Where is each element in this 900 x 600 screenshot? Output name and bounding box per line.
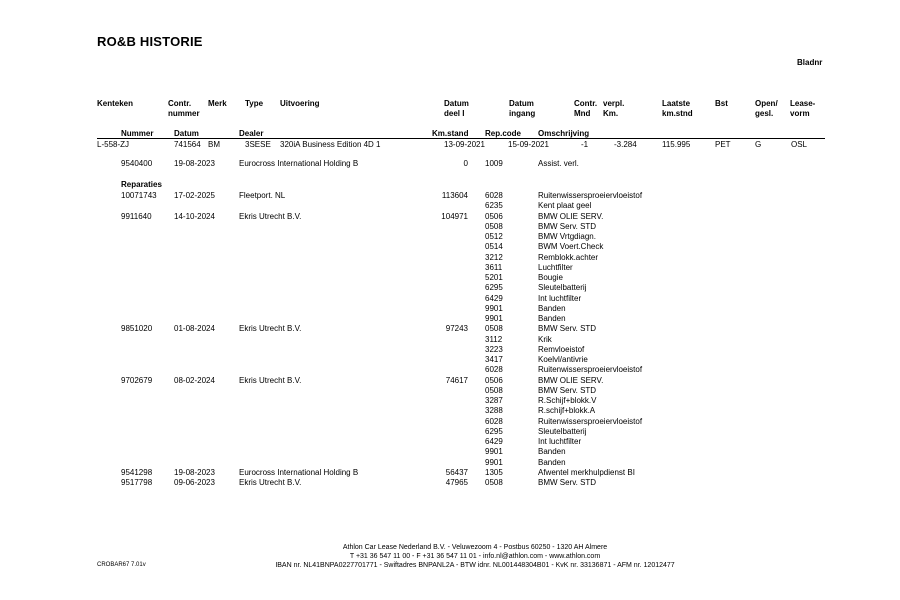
repair-desc: BMW Serv. STD — [538, 385, 597, 395]
col-omschrijving: Omschrijving — [538, 129, 590, 138]
repair-km: 56437 — [445, 467, 468, 477]
col-laatste-kmstnd-line2: km.stnd — [662, 109, 693, 118]
repair-nummer: 9702679 — [121, 375, 153, 385]
repair-code: 0506 — [485, 211, 503, 221]
vehicle-merk: BM — [208, 140, 220, 149]
vehicle-datum-deel-i: 13-09-2021 — [444, 140, 485, 149]
repair-datum: 01-08-2024 — [174, 324, 215, 334]
repair-desc: Krik — [538, 334, 552, 344]
repair-desc: Banden — [538, 303, 566, 313]
repair-code: 6235 — [485, 201, 503, 211]
vehicle-datum-ingang: 15-09-2021 — [508, 140, 549, 149]
repair-km: 104971 — [441, 211, 468, 221]
footer-contact: T +31 36 547 11 00 - F +31 36 547 11 01 - info.nl@athlon.com - www.athlon.com — [349, 553, 601, 560]
col-lease-vorm-line2: vorm — [790, 109, 810, 118]
repair-dealer: Eurocross International Holding B — [239, 467, 359, 477]
col-contr-nummer — [168, 99, 200, 119]
col-uitvoering: Uitvoering — [280, 99, 320, 108]
repair-code: 3223 — [485, 344, 503, 354]
col-contr-mnd-line2: Mnd — [574, 109, 591, 118]
assist-desc: Assist. verl. — [538, 159, 579, 168]
repair-code: 0506 — [485, 375, 503, 385]
col-contr-mnd — [574, 99, 597, 119]
col-datum-deel-i-line1: Datum — [444, 99, 469, 108]
repair-code: 6028 — [485, 416, 503, 426]
repair-code: 1305 — [485, 467, 503, 477]
repair-code: 3288 — [485, 406, 503, 416]
vehicle-kenteken: L-558-ZJ — [97, 140, 130, 149]
repair-code: 3611 — [485, 262, 503, 272]
col-open-gesl — [755, 99, 778, 119]
repair-code: 6295 — [485, 283, 503, 293]
footer-address: Athlon Car Lease Nederland B.V. - Veluwezoom 4 - Postbus 60250 - 1320 AH Almere — [342, 544, 608, 551]
repair-code: 9901 — [485, 447, 503, 457]
repair-code: 0514 — [485, 242, 503, 252]
repair-nummer: 9541298 — [121, 467, 153, 477]
repair-desc: Int luchtfilter — [538, 437, 582, 446]
repair-km: 74617 — [445, 375, 468, 385]
repair-desc: BMW OLIE SERV. — [538, 211, 604, 221]
col-datum-deel-i — [444, 99, 469, 119]
repair-desc: BMW Serv. STD — [538, 324, 597, 334]
repair-desc: Remblokk.achter — [538, 252, 599, 262]
col-merk: Merk — [208, 99, 227, 108]
form-code: CROBAR67 7.01v — [97, 562, 146, 568]
vehicle-bst: PET — [715, 140, 731, 149]
repair-code: 3287 — [485, 396, 503, 405]
repair-desc: BMW OLIE SERV. — [538, 375, 604, 385]
col-type: Type — [245, 99, 264, 108]
assist-code: 1009 — [485, 159, 503, 168]
repair-desc: Banden — [538, 447, 566, 457]
col-contr-nummer-line2: nummer — [168, 109, 200, 118]
repair-dealer: Ekris Utrecht B.V. — [239, 375, 302, 385]
col-nummer: Nummer — [121, 129, 154, 138]
repair-desc: Remvloeistof — [538, 344, 585, 354]
bladnr-label: Bladnr — [797, 58, 823, 67]
repair-desc: Banden — [538, 457, 566, 467]
repair-code: 6028 — [485, 191, 503, 200]
repair-desc: BMW Serv. STD — [538, 478, 597, 487]
repair-datum: 17-02-2025 — [174, 191, 215, 200]
repair-code: 6295 — [485, 426, 503, 436]
repair-code: 6429 — [485, 437, 503, 446]
vehicle-uitvoering: 320iA Business Edition 4D 1 — [280, 140, 381, 149]
repair-km: 47965 — [445, 478, 468, 487]
footer-bank: IBAN nr. NL41BNPA0227701771 - Swiftadres BNPANL2A - BTW idnr. NL001448304B01 - KvK nr. 33136871 - AFM nr. 12012477 — [275, 562, 675, 569]
repair-desc: Koelvl/antivrie — [538, 355, 588, 364]
col-datum: Datum — [174, 129, 199, 138]
vehicle-type: 3SESE — [245, 140, 271, 149]
repair-code: 6028 — [485, 365, 503, 375]
repair-desc: Luchtfilter — [538, 262, 573, 272]
repair-desc: Int luchtfilter — [538, 293, 582, 303]
col-open-gesl-line2: gesl. — [755, 109, 774, 118]
repair-dealer: Ekris Utrecht B.V. — [239, 324, 302, 334]
col-dealer: Dealer — [239, 129, 264, 138]
repair-desc: Sleutelbatterij — [538, 283, 587, 293]
repair-datum: 19-08-2023 — [174, 467, 215, 477]
vehicle-contract: 741564 — [174, 140, 201, 149]
col-contr-nummer-line1: Contr. — [168, 99, 192, 108]
repair-code: 0508 — [485, 385, 503, 395]
repair-nummer: 9517798 — [121, 478, 153, 487]
repair-desc: R.Schijf+blokk.V — [538, 396, 597, 405]
repair-code: 0512 — [485, 232, 503, 241]
repair-code: 6429 — [485, 293, 503, 303]
repair-nummer: 10071743 — [121, 191, 157, 200]
repair-code: 3212 — [485, 252, 503, 262]
repair-desc: BMW Serv. STD — [538, 221, 597, 231]
repair-nummer: 9911640 — [121, 211, 152, 221]
col-laatste-kmstnd — [662, 99, 693, 119]
repair-desc: Ruitenwissersproeiervloeistof — [538, 416, 643, 426]
repair-code: 0508 — [485, 478, 503, 487]
col-kenteken: Kenteken — [97, 99, 134, 108]
col-lease-vorm-line1: Lease- — [790, 99, 816, 108]
col-contr-mnd-line1: Contr. — [574, 99, 598, 108]
repair-desc: Bougie — [538, 273, 563, 282]
col-datum-ingang-line2: ingang — [509, 109, 536, 118]
repair-desc: BWM Voert.Check — [538, 242, 604, 252]
repair-code: 0508 — [485, 324, 503, 334]
repair-datum: 09-06-2023 — [174, 478, 215, 487]
col-laatste-kmstnd-line1: Laatste — [662, 99, 691, 108]
vehicle-contr-mnd: -1 — [581, 140, 589, 149]
col-kmstand: Km.stand — [432, 129, 469, 138]
repair-dealer: Fleetport. NL — [239, 191, 286, 200]
repair-nummer: 9851020 — [121, 324, 153, 334]
assist-nummer: 9540400 — [121, 159, 153, 168]
col-open-gesl-line1: Open/ — [755, 99, 778, 108]
assist-km: 0 — [463, 159, 468, 168]
col-verpl-km-line2: Km. — [603, 109, 619, 118]
repair-code: 9901 — [485, 303, 503, 313]
vehicle-open-gesl: G — [755, 140, 762, 149]
page-title: RO&B HISTORIE — [97, 34, 203, 49]
assist-dealer: Eurocross International Holding B — [239, 159, 359, 168]
vehicle-verpl-km: -3.284 — [614, 140, 637, 149]
col-lease-vorm — [790, 99, 815, 119]
col-datum-ingang — [509, 99, 535, 119]
col-bst: Bst — [715, 99, 728, 108]
repair-code: 0508 — [485, 221, 503, 231]
col-verpl-km — [603, 99, 624, 119]
repair-km: 97243 — [445, 324, 468, 334]
repair-desc: Sleutelbatterij — [538, 426, 587, 436]
repair-desc: Ruitenwissersproeiervloeistof — [538, 365, 643, 375]
repair-datum: 14-10-2024 — [174, 211, 215, 221]
vehicle-laatste-km: 115.995 — [662, 140, 691, 149]
header-divider — [97, 138, 825, 139]
repair-code: 5201 — [485, 273, 503, 282]
repair-dealer: Ekris Utrecht B.V. — [239, 478, 302, 487]
repair-code: 9901 — [485, 314, 503, 323]
col-datum-deel-i-line2: deel I — [444, 109, 465, 118]
repair-dealer: Ekris Utrecht B.V. — [239, 211, 302, 221]
repair-desc: Ruitenwissersproeiervloeistof — [538, 191, 643, 200]
repair-code: 9901 — [485, 457, 503, 467]
repair-desc: Afwentel merkhulpdienst BI — [538, 467, 635, 477]
repair-km: 113604 — [441, 191, 468, 200]
col-datum-ingang-line1: Datum — [509, 99, 534, 108]
col-verpl-km-line1: verpl. — [603, 99, 625, 108]
repair-desc: BMW Vrtgdiagn. — [538, 232, 596, 241]
assist-datum: 19-08-2023 — [174, 159, 215, 168]
repair-desc: Kent plaat geel — [538, 201, 592, 211]
repair-datum: 08-02-2024 — [174, 375, 215, 385]
repair-desc: Banden — [538, 314, 566, 323]
repair-desc: R.schijf+blokk.A — [538, 406, 596, 416]
col-repcode: Rep.code — [485, 129, 522, 138]
repair-code: 3417 — [485, 355, 503, 364]
vehicle-lease-vorm: OSL — [791, 140, 808, 149]
reparaties-heading: Reparaties — [121, 180, 162, 189]
repair-code: 3112 — [485, 334, 503, 344]
